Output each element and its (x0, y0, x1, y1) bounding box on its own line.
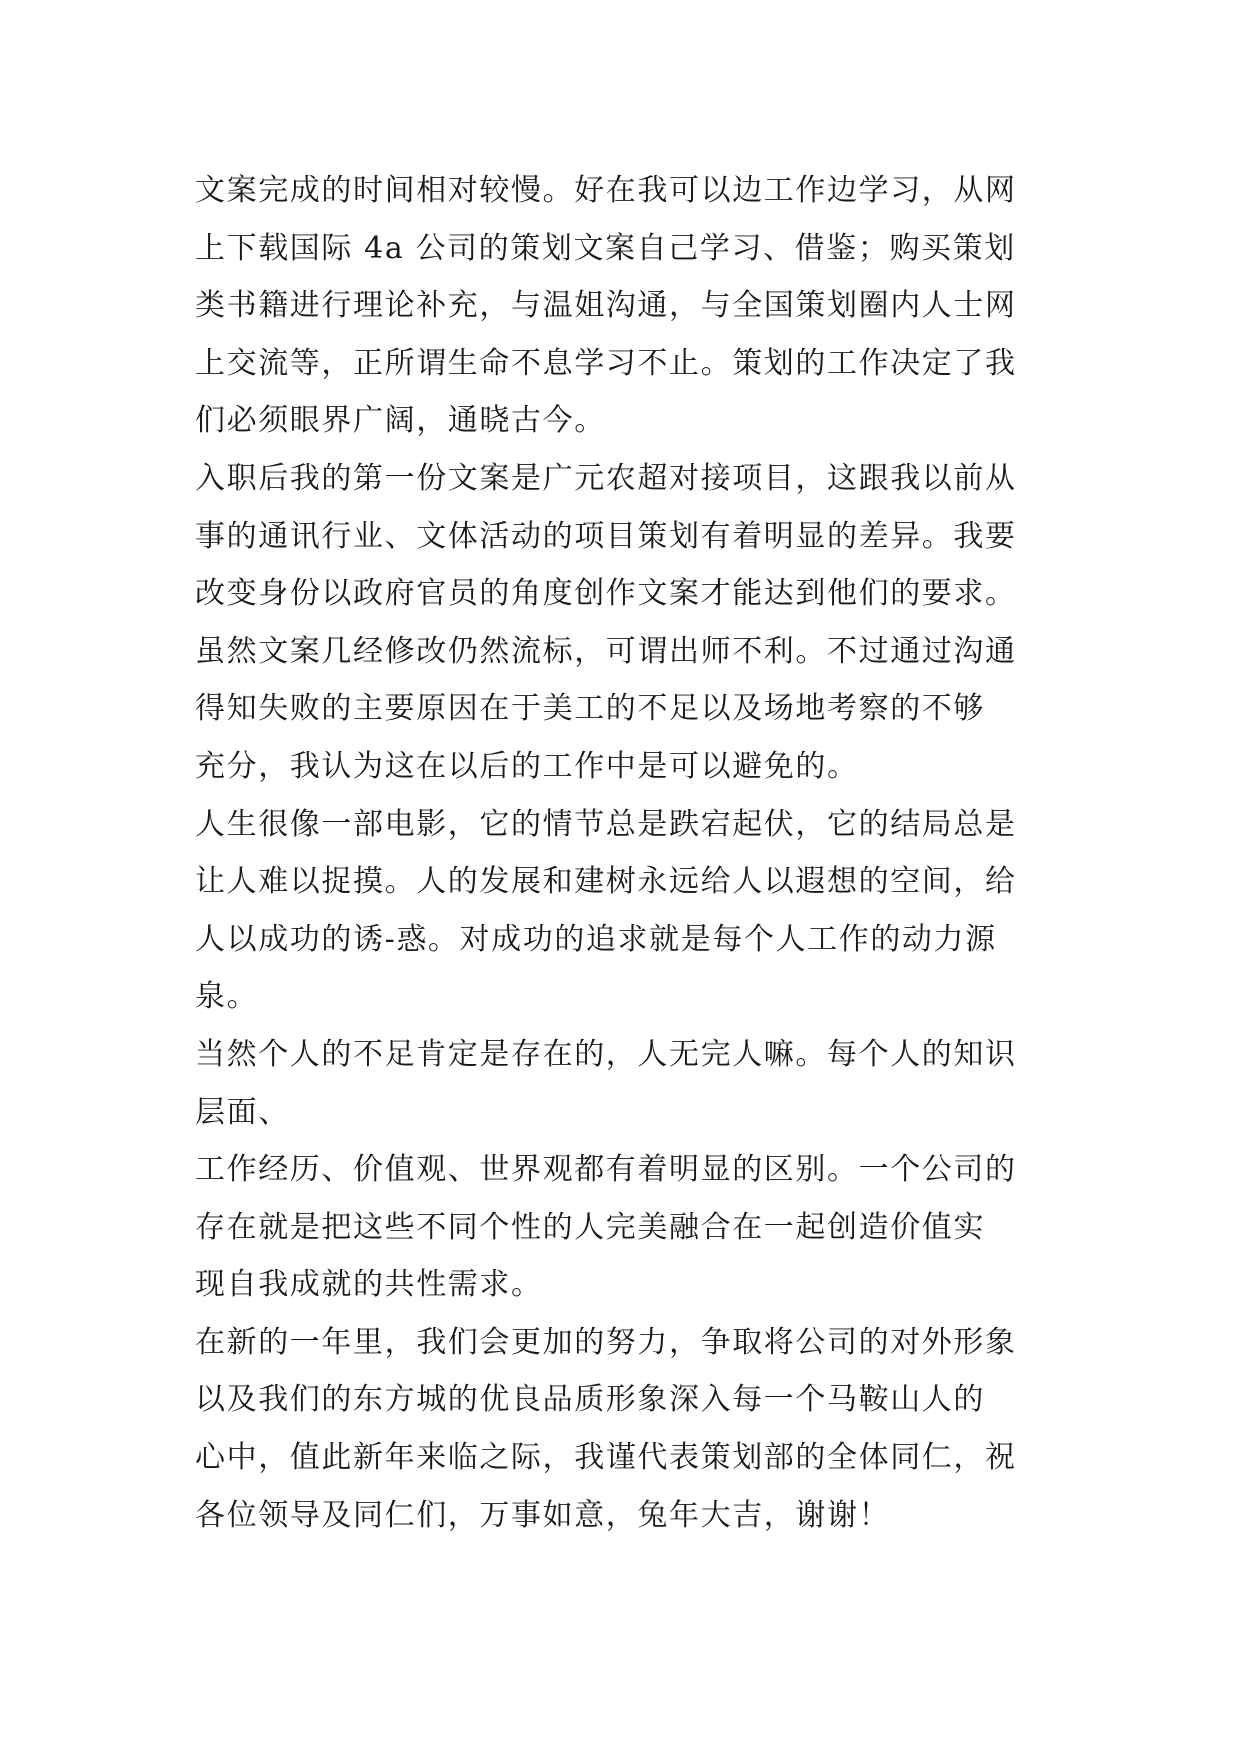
text-line: 得知失败的主要原因在于美工的不足以及场地考察的不够 (195, 691, 985, 727)
text-line: 在新的一年里，我们会更加的努力，争取将公司的对外形象 (195, 1324, 1017, 1360)
text-line: 现自我成就的共性需求。 (195, 1267, 543, 1303)
text-line: 改变身份以政府官员的角度创作文案才能达到他们的要求。 (195, 576, 1017, 612)
text-line: 工作经历、价值观、世界观都有着明显的区别。一个公司的 (195, 1152, 1017, 1188)
text-line: 类书籍进行理论补充，与温姐沟通，与全国策划圈内人士网 (195, 288, 1017, 324)
text-line: 入职后我的第一份文案是广元农超对接项目，这跟我以前从 (195, 460, 1017, 496)
text-line: 以及我们的东方城的优良品质形象深入每一个马鞍山人的 (195, 1382, 985, 1418)
text-line: 们必须眼界广阔，通晓古今。 (195, 403, 606, 439)
text-line: 文案完成的时间相对较慢。好在我可以边工作边学习，从网 (195, 173, 1017, 208)
text-line: 让人难以捉摸。人的发展和建树永远给人以遐想的空间，给 (195, 864, 1017, 900)
text-line: 各位领导及同仁们，万事如意，兔年大吉，谢谢！ (195, 1497, 891, 1533)
document-body (195, 162, 1095, 1544)
text-line: 层面、 (195, 1094, 290, 1130)
text-line: 上交流等，正所谓生命不息学习不止。策划的工作决定了我 (195, 345, 1017, 381)
text-line: 事的通讯行业、文体活动的项目策划有着明显的差异。我要 (195, 518, 1017, 554)
text-line: 心中，值此新年来临之际，我谨代表策划部的全体同仁，祝 (195, 1440, 1017, 1476)
text-line: 存在就是把这些不同个性的人完美融合在一起创造价值实 (195, 1209, 985, 1245)
text-line: 上下载国际 4a 公司的策划文案自己学习、借鉴；购买策划 (195, 230, 1016, 266)
text-line: 当然个人的不足肯定是存在的，人无完人嘛。每个人的知识 (195, 1036, 1017, 1072)
text-line: 人生很像一部电影，它的情节总是跌宕起伏，它的结局总是 (195, 806, 1017, 842)
text-line: 充分，我认为这在以后的工作中是可以避免的。 (195, 748, 859, 784)
text-line: 人以成功的诱-惑。对成功的追求就是每个人工作的动力源 (195, 921, 997, 957)
text-line: 虽然文案几经修改仍然流标，可谓出师不利。不过通过沟通 (195, 633, 1017, 669)
text-line: 泉。 (195, 979, 259, 1015)
